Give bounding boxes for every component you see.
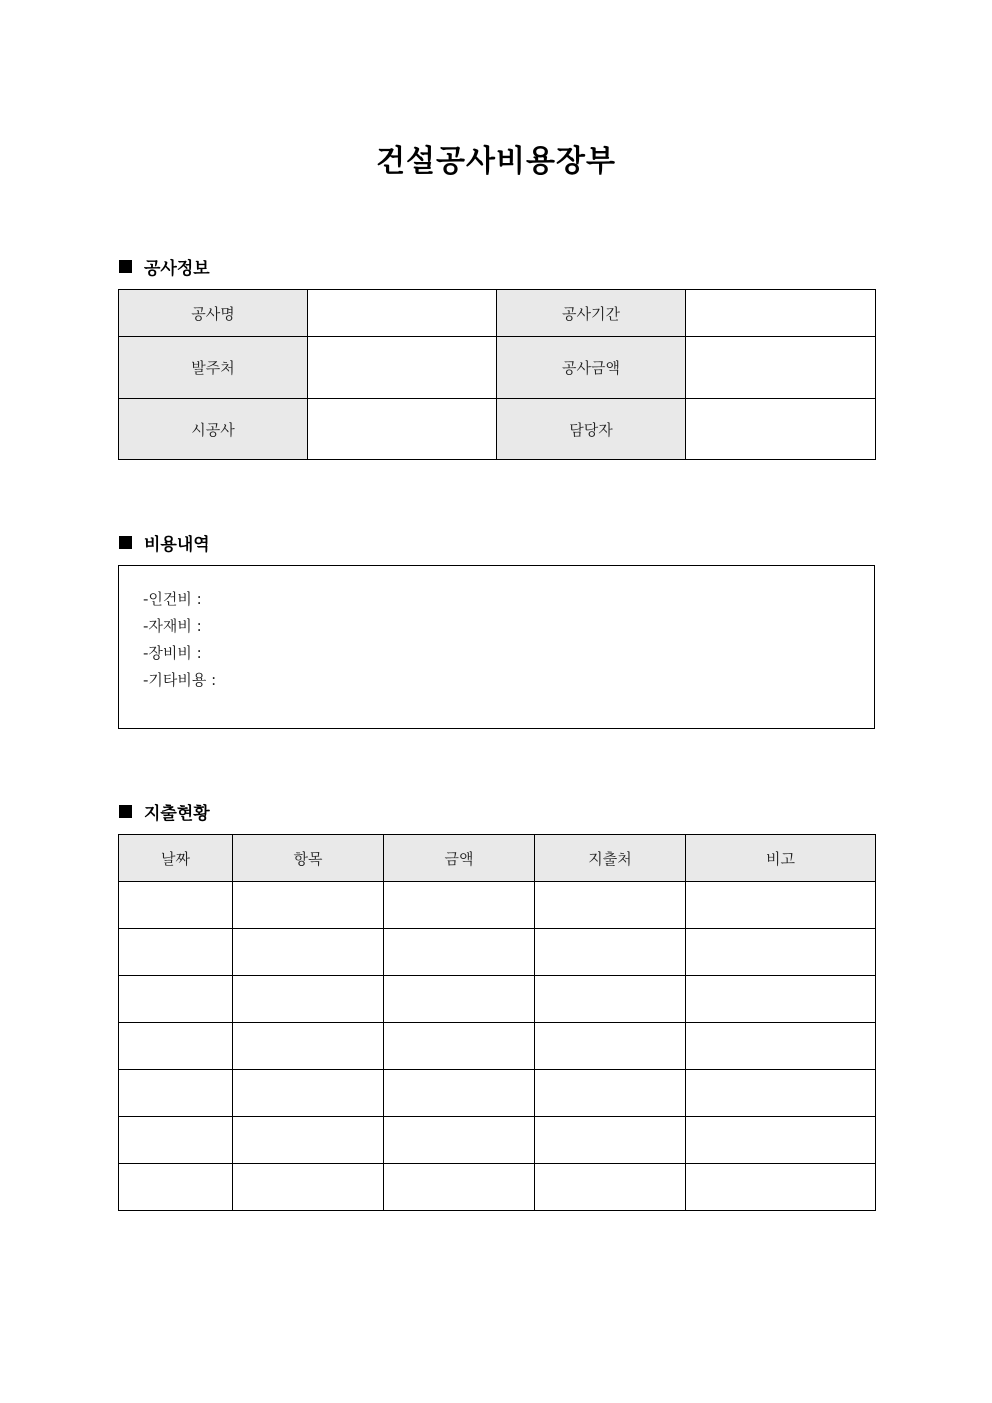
cell-item[interactable] bbox=[233, 976, 384, 1023]
cell-note[interactable] bbox=[686, 1023, 876, 1070]
table-row bbox=[119, 976, 876, 1023]
project-info-table bbox=[118, 289, 876, 460]
table-row bbox=[119, 1070, 876, 1117]
table-row bbox=[119, 1023, 876, 1070]
cell-item[interactable] bbox=[233, 929, 384, 976]
field-project-name[interactable] bbox=[308, 290, 497, 337]
section-heading-label: 비용내역 bbox=[144, 535, 210, 555]
label-manager: 담당자 bbox=[497, 399, 686, 460]
table-header-row bbox=[119, 835, 876, 882]
column-header-amount: 금액 bbox=[384, 835, 535, 882]
cell-amount[interactable] bbox=[384, 1117, 535, 1164]
cell-date[interactable] bbox=[119, 1117, 233, 1164]
table-row bbox=[119, 929, 876, 976]
label-project-period: 공사기간 bbox=[497, 290, 686, 337]
section-heading-costs bbox=[119, 530, 210, 555]
column-header-note: 비고 bbox=[686, 835, 876, 882]
table-row bbox=[119, 290, 876, 337]
cell-payee[interactable] bbox=[535, 882, 686, 929]
cost-line-other: -기타비용 : bbox=[143, 671, 217, 689]
cell-note[interactable] bbox=[686, 1117, 876, 1164]
cell-amount[interactable] bbox=[384, 1164, 535, 1211]
cell-amount[interactable] bbox=[384, 1070, 535, 1117]
cell-payee[interactable] bbox=[535, 1023, 686, 1070]
cell-payee[interactable] bbox=[535, 1117, 686, 1164]
cell-amount[interactable] bbox=[384, 1023, 535, 1070]
black-square-icon bbox=[119, 805, 132, 818]
section-heading-label: 공사정보 bbox=[144, 259, 210, 279]
black-square-icon bbox=[119, 260, 132, 273]
cost-breakdown-box[interactable] bbox=[118, 565, 875, 729]
label-client: 발주처 bbox=[119, 337, 308, 399]
cell-payee[interactable] bbox=[535, 1070, 686, 1117]
label-project-name: 공사명 bbox=[119, 290, 308, 337]
cost-line-materials: -자재비 : bbox=[143, 617, 202, 635]
cell-payee[interactable] bbox=[535, 1164, 686, 1211]
cell-note[interactable] bbox=[686, 976, 876, 1023]
cell-note[interactable] bbox=[686, 929, 876, 976]
label-project-amount: 공사금액 bbox=[497, 337, 686, 399]
table-row bbox=[119, 1164, 876, 1211]
page-title: 건설공사비용장부 bbox=[376, 144, 616, 179]
field-client[interactable] bbox=[308, 337, 497, 399]
cost-line-equipment: -장비비 : bbox=[143, 644, 202, 662]
field-project-period[interactable] bbox=[686, 290, 876, 337]
column-header-item: 항목 bbox=[233, 835, 384, 882]
column-header-payee: 지출처 bbox=[535, 835, 686, 882]
field-project-amount[interactable] bbox=[686, 337, 876, 399]
table-row bbox=[119, 882, 876, 929]
cell-item[interactable] bbox=[233, 1117, 384, 1164]
label-contractor: 시공사 bbox=[119, 399, 308, 460]
cell-date[interactable] bbox=[119, 1023, 233, 1070]
cell-date[interactable] bbox=[119, 1164, 233, 1211]
table-row bbox=[119, 337, 876, 399]
cost-line-labor: -인건비 : bbox=[143, 590, 202, 608]
cell-note[interactable] bbox=[686, 1070, 876, 1117]
black-square-icon bbox=[119, 536, 132, 549]
column-header-date: 날짜 bbox=[119, 835, 233, 882]
cell-payee[interactable] bbox=[535, 976, 686, 1023]
cell-date[interactable] bbox=[119, 929, 233, 976]
table-row bbox=[119, 1117, 876, 1164]
cell-date[interactable] bbox=[119, 1070, 233, 1117]
cell-payee[interactable] bbox=[535, 929, 686, 976]
cell-item[interactable] bbox=[233, 1164, 384, 1211]
section-heading-spending bbox=[119, 799, 210, 824]
cell-date[interactable] bbox=[119, 882, 233, 929]
cell-amount[interactable] bbox=[384, 882, 535, 929]
cell-note[interactable] bbox=[686, 1164, 876, 1211]
cell-amount[interactable] bbox=[384, 976, 535, 1023]
cell-item[interactable] bbox=[233, 1023, 384, 1070]
spending-table bbox=[118, 834, 876, 1211]
table-row bbox=[119, 399, 876, 460]
cell-date[interactable] bbox=[119, 976, 233, 1023]
cell-item[interactable] bbox=[233, 882, 384, 929]
section-heading-info bbox=[119, 254, 210, 279]
cell-item[interactable] bbox=[233, 1070, 384, 1117]
field-contractor[interactable] bbox=[308, 399, 497, 460]
section-heading-label: 지출현황 bbox=[144, 804, 210, 824]
field-manager[interactable] bbox=[686, 399, 876, 460]
cell-note[interactable] bbox=[686, 882, 876, 929]
cell-amount[interactable] bbox=[384, 929, 535, 976]
